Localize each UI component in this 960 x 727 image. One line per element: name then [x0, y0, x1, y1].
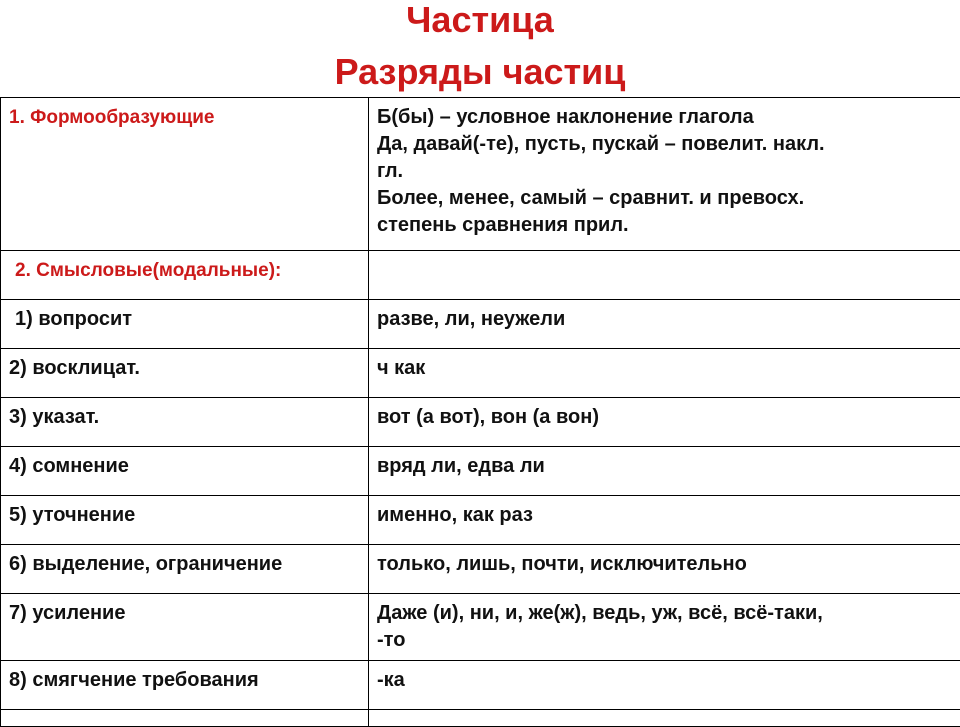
category-cell [1, 661, 369, 710]
example-line: -то [377, 627, 952, 654]
category-label: 6) выделение, ограничение [9, 551, 360, 578]
category-label: 2. Смысловые(модальные): [15, 257, 360, 284]
table-row [1, 710, 960, 727]
category-label: 1. Формообразующие [9, 104, 360, 131]
table-row [1, 594, 960, 661]
category-label: 2) восклицат. [9, 355, 360, 382]
category-label: 7) усиление [9, 600, 360, 627]
category-cell [1, 710, 369, 727]
examples-cell [369, 447, 960, 496]
table-row [1, 349, 960, 398]
example-line: только, лишь, почти, исключительно [377, 551, 952, 578]
examples-cell [369, 594, 960, 661]
examples-cell [369, 545, 960, 594]
table-row [1, 545, 960, 594]
example-line: именно, как раз [377, 502, 952, 529]
category-cell [1, 349, 369, 398]
particle-categories-table [0, 97, 960, 727]
category-cell [1, 594, 369, 661]
category-cell [1, 98, 369, 251]
examples-cell [369, 349, 960, 398]
category-label: 8) смягчение требования [9, 667, 360, 694]
example-line: разве, ли, неужели [377, 306, 952, 333]
title-line-1: Частица [0, 0, 960, 46]
title-line-2: Разряды частиц [0, 46, 960, 98]
example-line: Более, менее, самый – сравнит. и превосх. [377, 185, 952, 212]
table-row [1, 661, 960, 710]
examples-cell [369, 300, 960, 349]
example-line: вряд ли, едва ли [377, 453, 952, 480]
example-line: Б(бы) – условное наклонение глагола [377, 104, 952, 131]
category-label: 5) уточнение [9, 502, 360, 529]
examples-cell [369, 496, 960, 545]
example-line: Да, давай(-те), пусть, пускай – повелит. накл. [377, 131, 952, 158]
example-line: степень сравнения прил. [377, 212, 952, 239]
table-row [1, 447, 960, 496]
category-label: 1) вопросит [15, 306, 360, 333]
example-line: -ка [377, 667, 952, 694]
page-title [0, 0, 960, 98]
table-row [1, 398, 960, 447]
category-label: 4) сомнение [9, 453, 360, 480]
table-row [1, 251, 960, 300]
example-line: гл. [377, 158, 952, 185]
category-label: 3) указат. [9, 404, 360, 431]
examples-cell [369, 710, 960, 727]
example-line: Даже (и), ни, и, же(ж), ведь, уж, всё, всё-таки, [377, 600, 952, 627]
examples-cell [369, 398, 960, 447]
table-row [1, 300, 960, 349]
examples-cell [369, 661, 960, 710]
category-cell [1, 300, 369, 349]
example-line: вот (а вот), вон (а вон) [377, 404, 952, 431]
example-line: ч как [377, 355, 952, 382]
category-cell [1, 496, 369, 545]
examples-cell [369, 251, 960, 300]
category-cell [1, 447, 369, 496]
category-cell [1, 398, 369, 447]
category-cell [1, 251, 369, 300]
examples-cell [369, 98, 960, 251]
category-cell [1, 545, 369, 594]
table-row [1, 98, 960, 251]
table-row [1, 496, 960, 545]
